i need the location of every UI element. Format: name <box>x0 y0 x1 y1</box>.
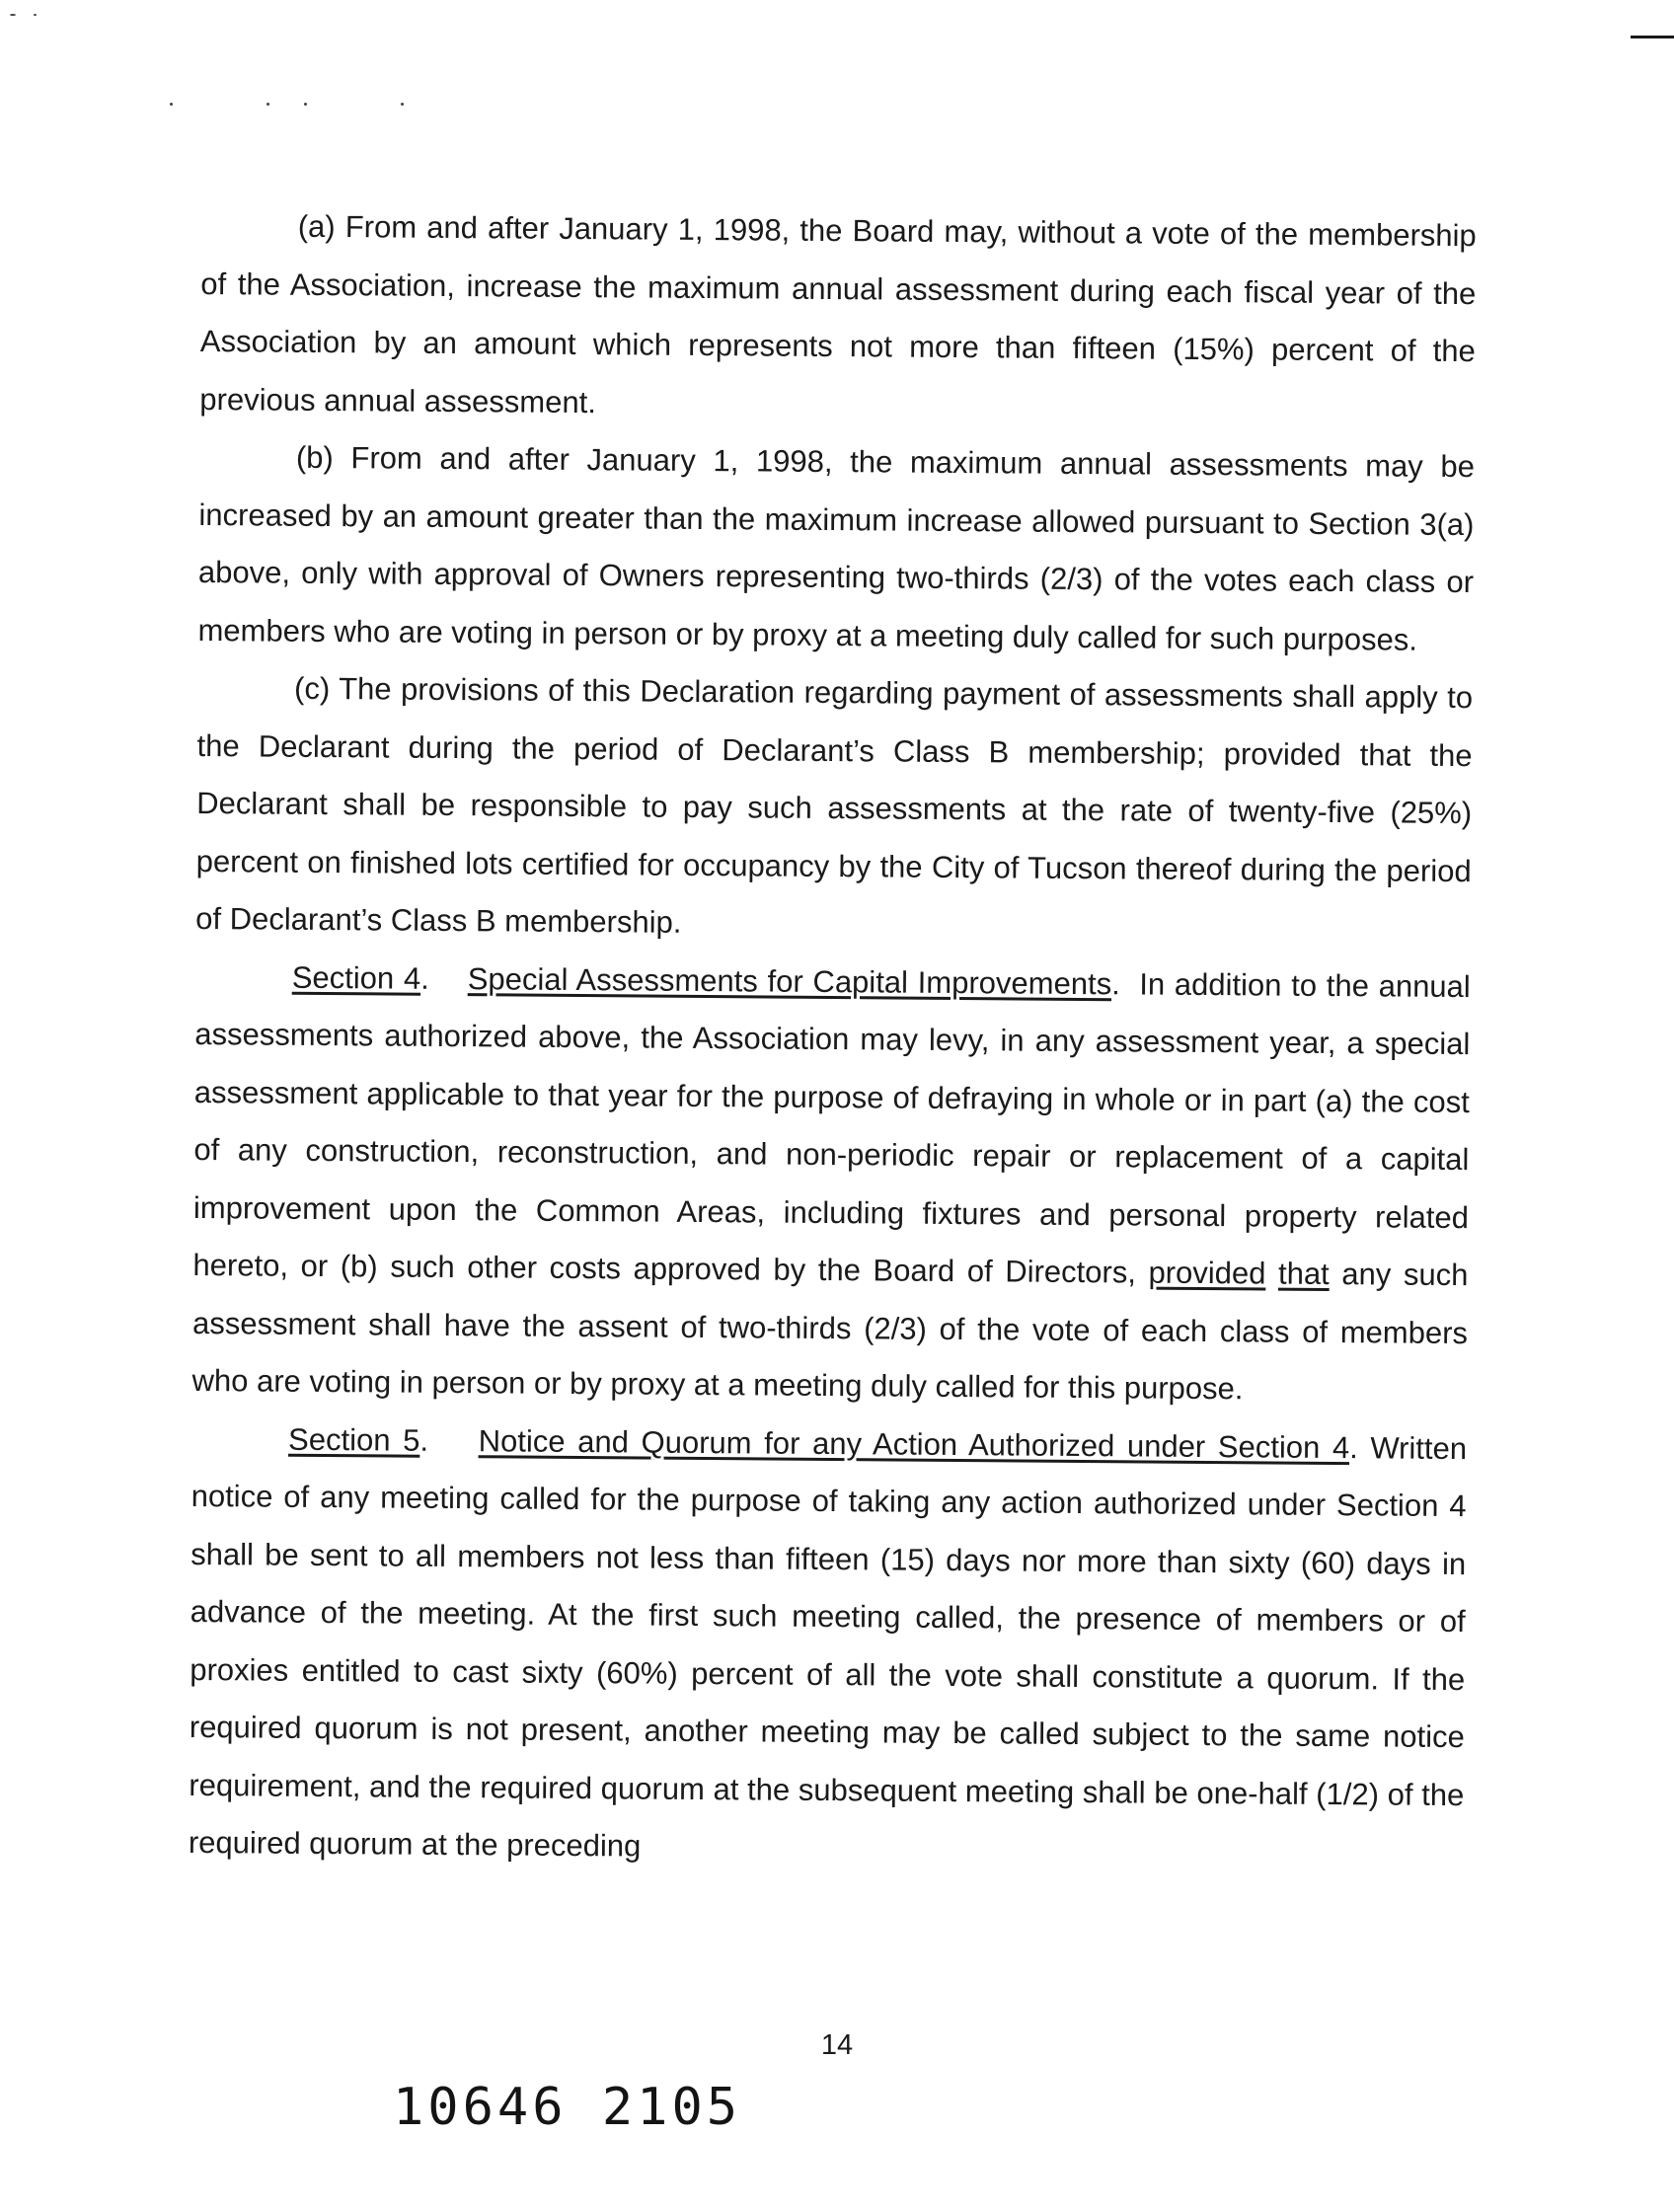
scan-speck <box>304 103 307 106</box>
scan-speck <box>34 14 37 16</box>
document-body <box>189 197 1477 1882</box>
scan-edge-rule <box>1631 36 1674 38</box>
page-number: 14 <box>820 2029 854 2061</box>
section-4: Section 4. Special Assessments for Capital Improvements. In addition to the annual assessments authorized above, the Association may levy, in any assessment year, a special assessment applicable to that year for the purpose of defraying in whole or in part (a) the cost of any construction, reconstruction, and non-periodic repair or replacement of a capital improvement upon the Common Areas, including fixtures and personal property related hereto, or (b) such other costs approved by the Board of Directors, provided that any such assessment shall have the assent of two-thirds (2/3) of the vote of each class of members who are voting in person or by proxy at a meeting duly called for this purpose. <box>191 959 1471 1407</box>
scan-speck <box>10 14 16 16</box>
section-4-label: Section 4 <box>291 959 421 996</box>
section-4-heading: Special Assessments for Capital Improvements <box>467 960 1112 1001</box>
paragraph-3c: (c) The provisions of this Declaration regarding payment of assessments shall apply to the Declarant during the period of Declarant’s Class B membership; provided that the Declarant shall be responsible to pay such assessments at the rate of twenty-five (25%) percent on finished lots certified for occupancy by the City of Tucson thereof during the period of Declarant’s Class B membership. <box>195 670 1474 940</box>
paragraph-3b: (b) From and after January 1, 1998, the maximum annual assessments may be increased by an amount greater than the maximum increase allowed pursuant to Section 3(a) above, only with approval of Owners representing two-thirds (2/3) of the votes each class or members who are voting in person or by proxy at a meeting duly called for such purposes. <box>197 439 1476 657</box>
scan-speck <box>401 103 404 106</box>
section-4-text-end: any such assessment shall have the assent of two-thirds (2/3) of the vote of each class of members who are voting in person or by proxy at a meeting duly called for this purpose. <box>191 1257 1469 1407</box>
section-4-that: that <box>1277 1256 1330 1292</box>
section-5-label: Section 5 <box>287 1421 420 1458</box>
section-5-text: Written notice of any meeting called for the purpose of taking any action authorized under Section 4 shall be sent to all members not less than fifteen (15) days nor more than sixty (60) days in advance of the meeting. At the first such meeting called, the presence of members or of proxies entitled to cast sixty (60%) percent of all the vote shall constitute a quorum. If the required quorum is not present, another meeting may be called subject to the same notice requirement, and the required quorum at the subsequent meeting shall be one-half (1/2) of the required quorum at the preceding <box>188 1429 1468 1864</box>
paragraph-3a: (a) From and after January 1, 1998, the Board may, without a vote of the membership of the Association, increase the maximum annual assessment during each fiscal year of the Association by an amount which represents not more than fifteen (15%) percent of the previous annual assessment. <box>199 208 1477 420</box>
section-4-text: In addition to the annual assessments authorized above, the Association may levy, in any assessment year, a special assessment applicable to that year for the purpose of defraying in whole or in part (a) the cost of any construction, reconstruction, and non-periodic repair or replacement of a capital improvement upon the Common Areas, including fixtures and personal property related hereto, or (b) such other costs approved by the Board of Directors, <box>192 965 1471 1290</box>
section-4-provided: provided <box>1148 1255 1266 1291</box>
scan-speck <box>170 103 173 106</box>
scan-speck <box>266 103 269 106</box>
section-5: Section 5. Notice and Quorum for any Action Authorized under Section 4. Written notice of any meeting called for the purpose of taking any action authorized under Section 4 shall be sent to all members not less than fifteen (15) days nor more than sixty (60) days in advance of the meeting. At the first such meeting called, the presence of members or of proxies entitled to cast sixty (60%) percent of all the vote shall constitute a quorum. If the required quorum is not present, another meeting may be called subject to the same notice requirement, and the required quorum at the subsequent meeting shall be one-half (1/2) of the required quorum at the preceding <box>188 1421 1468 1864</box>
section-5-heading: Notice and Quorum for any Action Authorized under Section 4 <box>478 1422 1350 1465</box>
book-page-stamp: 10646 2105 <box>393 2078 742 2137</box>
